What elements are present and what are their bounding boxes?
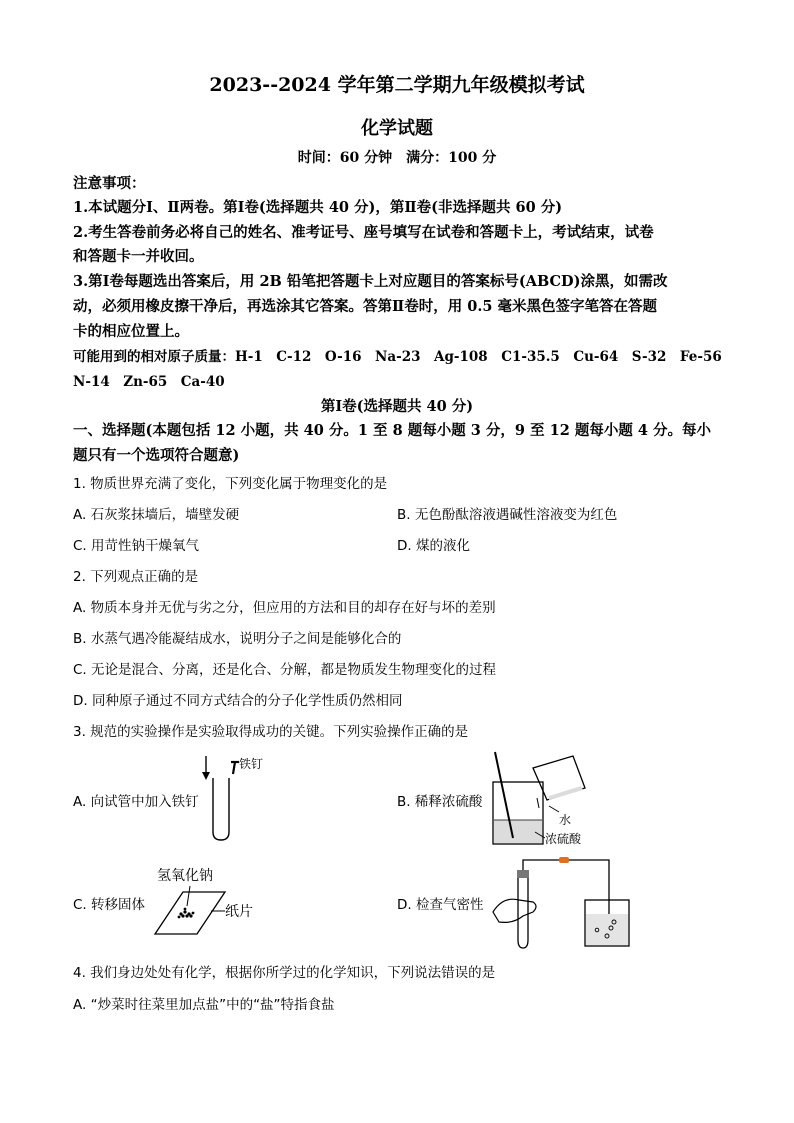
q3-stem: 3. 规范的实验操作是实验取得成功的关键。下列实验操作正确的是 bbox=[73, 724, 469, 740]
notes-heading: 注意事项： bbox=[73, 175, 146, 192]
q3-figure-d-airtightness bbox=[487, 852, 637, 952]
q2-option-b: B. 水蒸气遇冷能凝结成水，说明分子之间是能够化合的 bbox=[73, 631, 402, 647]
section-instruction-line1: 一、选择题(本题包括 12 小题，共 40 分。1 至 8 题每小题 3 分，9 至 12 题每小题 4 分。每小 bbox=[73, 422, 712, 439]
note-item-2-line2: 和答题卡一并收回。 bbox=[73, 248, 204, 265]
time-score: 时间：60 分钟 满分：100 分 bbox=[297, 150, 497, 166]
fig-b-water-label: 水 bbox=[559, 813, 572, 827]
atomic-masses-line2: N-14 Zn-65 Ca-40 bbox=[73, 374, 225, 390]
note-item-3-line2: 动，必须用橡皮擦干净后，再选涂其它答案。答第Ⅱ卷时，用 0.5 毫米黑色签字笔答在答题 bbox=[73, 298, 658, 315]
q4-option-a: A. “炒菜时往菜里加点盐”中的“盐”特指食盐 bbox=[73, 997, 335, 1013]
test-tube-d bbox=[518, 878, 528, 948]
q1-stem: 1. 物质世界充满了变化，下列变化属于物理变化的是 bbox=[73, 476, 388, 492]
test-tube bbox=[213, 778, 229, 840]
section-instruction-line2: 题只有一个选项符合题意) bbox=[73, 447, 240, 464]
water-leader bbox=[549, 806, 559, 812]
q2-option-d: D. 同种原子通过不同方式结合的分子化学性质仍然相同 bbox=[73, 693, 403, 709]
note-item-3-line3: 卡的相应位置上。 bbox=[73, 323, 189, 340]
naoh-leader bbox=[187, 886, 190, 906]
q1-option-b: B. 无色酚酞溶液遇碱性溶液变为红色 bbox=[397, 507, 618, 523]
q1-option-d: D. 煤的液化 bbox=[397, 538, 470, 554]
q3-figure-b-dilution bbox=[487, 746, 607, 850]
q2-option-c: C. 无论是混合、分离，还是化合、分解，都是物质发生物理变化的过程 bbox=[73, 662, 497, 678]
fig-c-paper-label: 纸片 bbox=[225, 904, 253, 920]
solid-pile bbox=[178, 908, 195, 919]
note-item-2-line1: 2.考生答卷前务必将自己的姓名、准考证号、座号填写在试卷和答题卡上，考试结束，试卷 bbox=[73, 224, 654, 241]
delivery-tube bbox=[523, 860, 609, 922]
water-beaker-liquid bbox=[586, 914, 628, 945]
q3-option-a: A. 向试管中加入铁钉 bbox=[73, 794, 199, 810]
nail-shaft bbox=[233, 762, 235, 774]
q3-option-c: C. 转移固体 bbox=[73, 897, 146, 913]
atomic-masses-line1: 可能用到的相对原子质量：H-1 C-12 O-16 Na-23 Ag-108 C1-35.5 Cu-64 S-32 Fe-56 bbox=[73, 349, 722, 365]
subject-title: 化学试题 bbox=[361, 118, 433, 139]
pour-stream bbox=[537, 798, 539, 808]
down-arrow-head bbox=[202, 772, 210, 780]
fig-b-acid-label: 浓硫酸 bbox=[545, 832, 582, 846]
stopper bbox=[517, 870, 529, 878]
fig-a-label: 铁钉 bbox=[239, 757, 264, 771]
note-item-1: 1.本试题分Ⅰ、Ⅱ两卷。第Ⅰ卷(选择题共 40 分)，第Ⅱ卷(非选择题共 60 分) bbox=[73, 199, 563, 216]
exam-title: 2023--2024 学年第二学期九年级模拟考试 bbox=[209, 74, 585, 96]
q2-option-a: A. 物质本身并无优与劣之分，但应用的方法和目的却存在好与坏的差别 bbox=[73, 600, 496, 616]
q1-option-c: C. 用苛性钠干燥氧气 bbox=[73, 538, 200, 554]
q3-option-b: B. 稀释浓硫酸 bbox=[397, 794, 483, 810]
q4-stem: 4. 我们身边处处有化学，根据你所学过的化学知识，下列说法错误的是 bbox=[73, 965, 496, 981]
q3-option-d: D. 检查气密性 bbox=[397, 897, 484, 913]
q3-figure-c-transfer-solid bbox=[145, 864, 270, 942]
beaker-liquid bbox=[494, 820, 542, 843]
part1-heading: 第Ⅰ卷(选择题共 40 分) bbox=[320, 398, 474, 415]
fig-c-naoh-label: 氢氧化钠 bbox=[157, 868, 213, 884]
q1-option-a: A. 石灰浆抹墙后，墙壁发硬 bbox=[73, 507, 240, 523]
pouring-liquid bbox=[549, 786, 583, 800]
note-item-3-line1: 3.第Ⅰ卷每题选出答案后，用 2B 铅笔把答题卡上对应题目的答案标号(ABCD)涂黑，如需改 bbox=[73, 273, 668, 290]
hand bbox=[493, 899, 536, 922]
q3-figure-a-nail-tube bbox=[195, 752, 275, 844]
q2-stem: 2. 下列观点正确的是 bbox=[73, 569, 199, 585]
rubber-connector bbox=[559, 857, 569, 863]
